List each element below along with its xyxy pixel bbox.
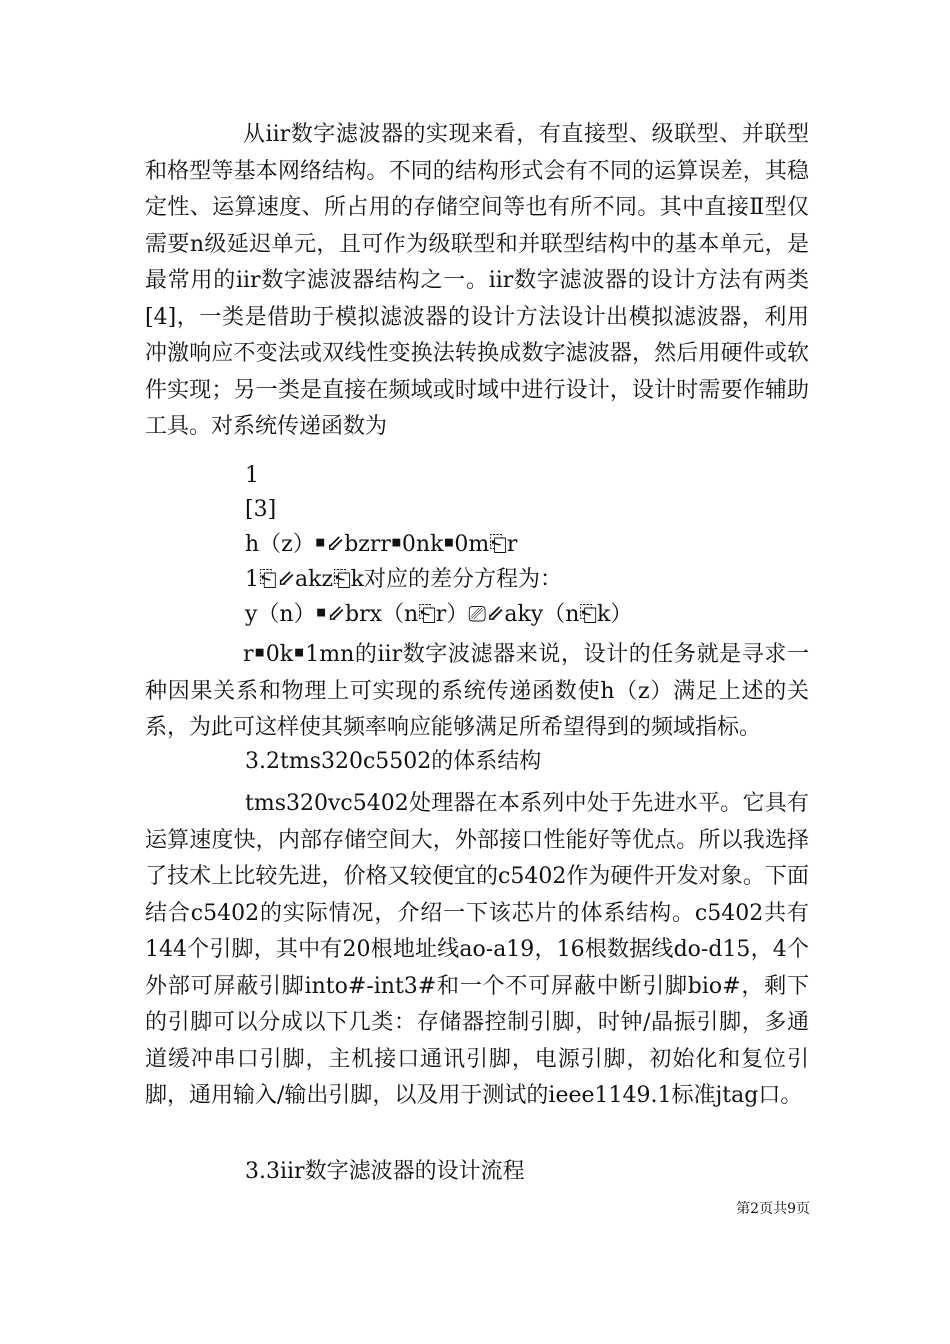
section-heading-3-2: 3.2tms320c5502的体系结构 <box>245 749 542 774</box>
equation-transfer-function: h（z）￭⇙bzrr￭0nk￭0m⎗r <box>245 532 518 557</box>
equation-difference: y（n）￭⇙brx（n⎗r）⎚⇙aky（n⎗k） <box>245 602 633 627</box>
paragraph-design-task: r￭0k￭1mn的iir数字波滤器来说，设计的任务就是寻求一种因果关系和物理上可实现的系统传递函数使h（z）满足上述的关系，为此可这样使其频率响应能够满足所希望得到的频域指标。 <box>145 642 809 740</box>
section-heading-3-3: 3.3iir数字滤波器的设计流程 <box>245 1159 525 1184</box>
page-number: 第2页共9页 <box>736 1201 810 1217</box>
paragraph-c5402-architecture: tms320vc5402处理器在本系列中处于先进水平。它具有运算速度快，内部存储空间大，外部接口性能好等优点。所以我选择了技术上比较先进，价格又较便宜的c5402作为硬件开发对象。下面结合c5402的实际情况，介绍一下该芯片的体系结构。c5402共有144个引脚，其中有20根地址线ao-a19，16根数据线do-d15，4个外部可屏蔽引脚into#-int3#和一个不可屏蔽中断引脚bio#，剩下的引脚可以分成以下几类：存储器控制引脚，时钟/晶振引脚，多通道缓冲串口引脚，主机接口通讯引脚，电源引脚，初始化和复位引脚，通用输入/输出引脚，以及用于测试的ieee1149.1标准jtag口。 <box>145 791 809 1108</box>
paragraph-iir-structures: 从iir数字滤波器的实现来看，有直接型、级联型、并联型和格型等基本网络结构。不同的结构形式会有不同的运算误差，其稳定性、运算速度、所占用的存储空间等也有所不同。其中直接Ⅱ型仅需要n级延迟单元，且可作为级联型和并联型结构中的基本单元，是最常用的iir数字滤波器结构之一。iir数字滤波器的设计方法有两类[4]，一类是借助于模拟滤波器的设计方法设计出模拟滤波器，利用冲激响应不变法或双线性变换法转换成数字滤波器，然后用硬件或软件实现；另一类是直接在频域或时域中进行设计，设计时需要作辅助工具。对系统传递函数为 <box>145 122 809 439</box>
equation-reference: [3] <box>245 497 277 522</box>
equation-denominator: 1⎗⇙akz⎗k对应的差分方程为： <box>245 567 563 592</box>
equation-numerator: 1 <box>245 463 259 488</box>
